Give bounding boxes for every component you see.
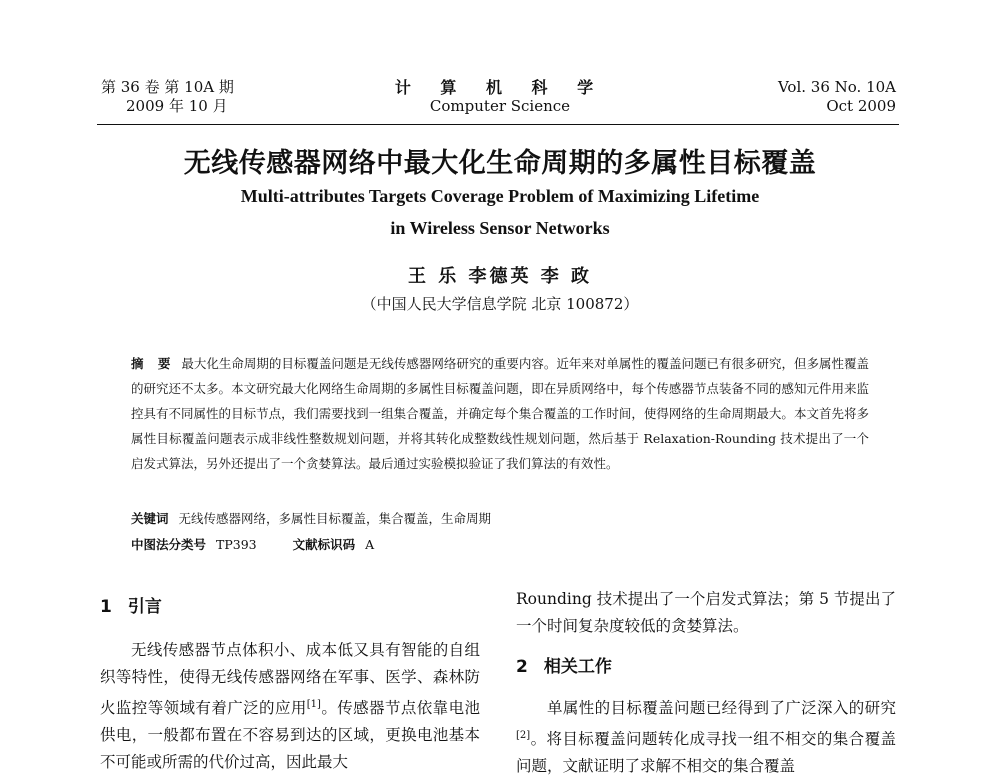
body-column-left [100,586,480,776]
paper-title-en-line1: Multi-attributes Targets Coverage Problem of Maximizing Lifetime [240,186,760,206]
keywords [131,509,869,527]
publication-date: 2009 年 10 月 [126,97,228,115]
keywords-label: 关键词 [131,511,169,526]
volume-issue: 第 36 卷 第 10A 期 [101,78,234,96]
related-work-text-cont: 。将目标覆盖问题转化成寻找一组不相交的集合覆盖问题，文献证明了求解不相交的集合覆盖 [516,730,896,776]
doc-code-value: A [365,537,375,552]
clc-label: 中图法分类号 [131,537,207,552]
volume-issue-en: Vol. 36 No. 10A [777,78,896,96]
journal-issue-info-en [778,78,896,116]
authors: 王 乐 李德英 李 政 [407,266,593,287]
section-heading-intro [100,594,480,621]
continued-paragraph: Rounding 技术提出了一个启发式算法；第 5 节提出了一个时间复杂度较低的贪婪算法。 [516,590,896,635]
citation-ref: [2] [516,730,531,741]
intro-paragraph [100,637,480,776]
section-heading-related-work [516,654,896,681]
related-work-text: 单属性的目标覆盖问题已经得到了广泛深入的研究 [547,699,896,717]
journal-name-en: Computer Science [429,97,571,115]
citation-ref: [1] [306,699,321,710]
journal-name-cn: 计 算 机 科 学 [394,78,606,97]
abstract-label: 摘 要 [131,356,176,371]
publication-date-en: Oct 2009 [826,97,896,115]
doc-code-label: 文献标识码 [292,537,356,552]
body-column-right [516,586,896,780]
abstract [131,351,869,476]
header-rule [97,124,899,125]
section-title: 相关工作 [543,657,612,677]
clc-value: TP393 [216,537,257,552]
intro-text: 无线传感器节点体积小、成本低又具有智能的自组织等特性，使得无线传感器网络在军事、医学、森林防火监控等领域有着广泛的应用 [100,641,480,718]
classification [131,535,869,553]
related-work-paragraph [516,695,896,780]
intro-text-cont: 。传感器节点依靠电池供电，一般都布置在不容易到达的区域，更换电池基本不可能或所需的代价过高，因此最大 [100,699,480,772]
abstract-text: 最大化生命周期的目标覆盖问题是无线传感器网络研究的重要内容。近年来对单属性的覆盖问题已有很多研究，但多属性覆盖的研究还不太多。本文研究最大化网络生命周期的多属性目标覆盖问题，即在异质网络中，每个传感器节点装备不同的感知元件用来监控具有不同属性的目标节点，我们需要找到一组集合覆盖，并确定每个集合覆盖的工作时间，使得网络的生命周期最大。本文首先将多属性目标覆盖问题表示成非线性整数规划问题，并将其转化成整数线性规划问题，然后基于 Relaxation-Rounding 技术提出了一个启发式算法，另外还提出了一个贪婪算法。最后通过实验模拟验证了我们算法的有效性。 [131,356,869,471]
section-title: 引言 [127,597,162,617]
paper-title-en-line2: in Wireless Sensor Networks [390,218,610,238]
affiliation: （中国人民大学信息学院 北京 100872） [361,295,639,313]
section-number: 1 [100,597,112,617]
section-number: 2 [516,657,528,677]
keywords-text: 无线传感器网络，多属性目标覆盖，集合覆盖，生命周期 [178,511,492,526]
paper-title-cn: 无线传感器网络中最大化生命周期的多属性目标覆盖 [183,148,817,179]
